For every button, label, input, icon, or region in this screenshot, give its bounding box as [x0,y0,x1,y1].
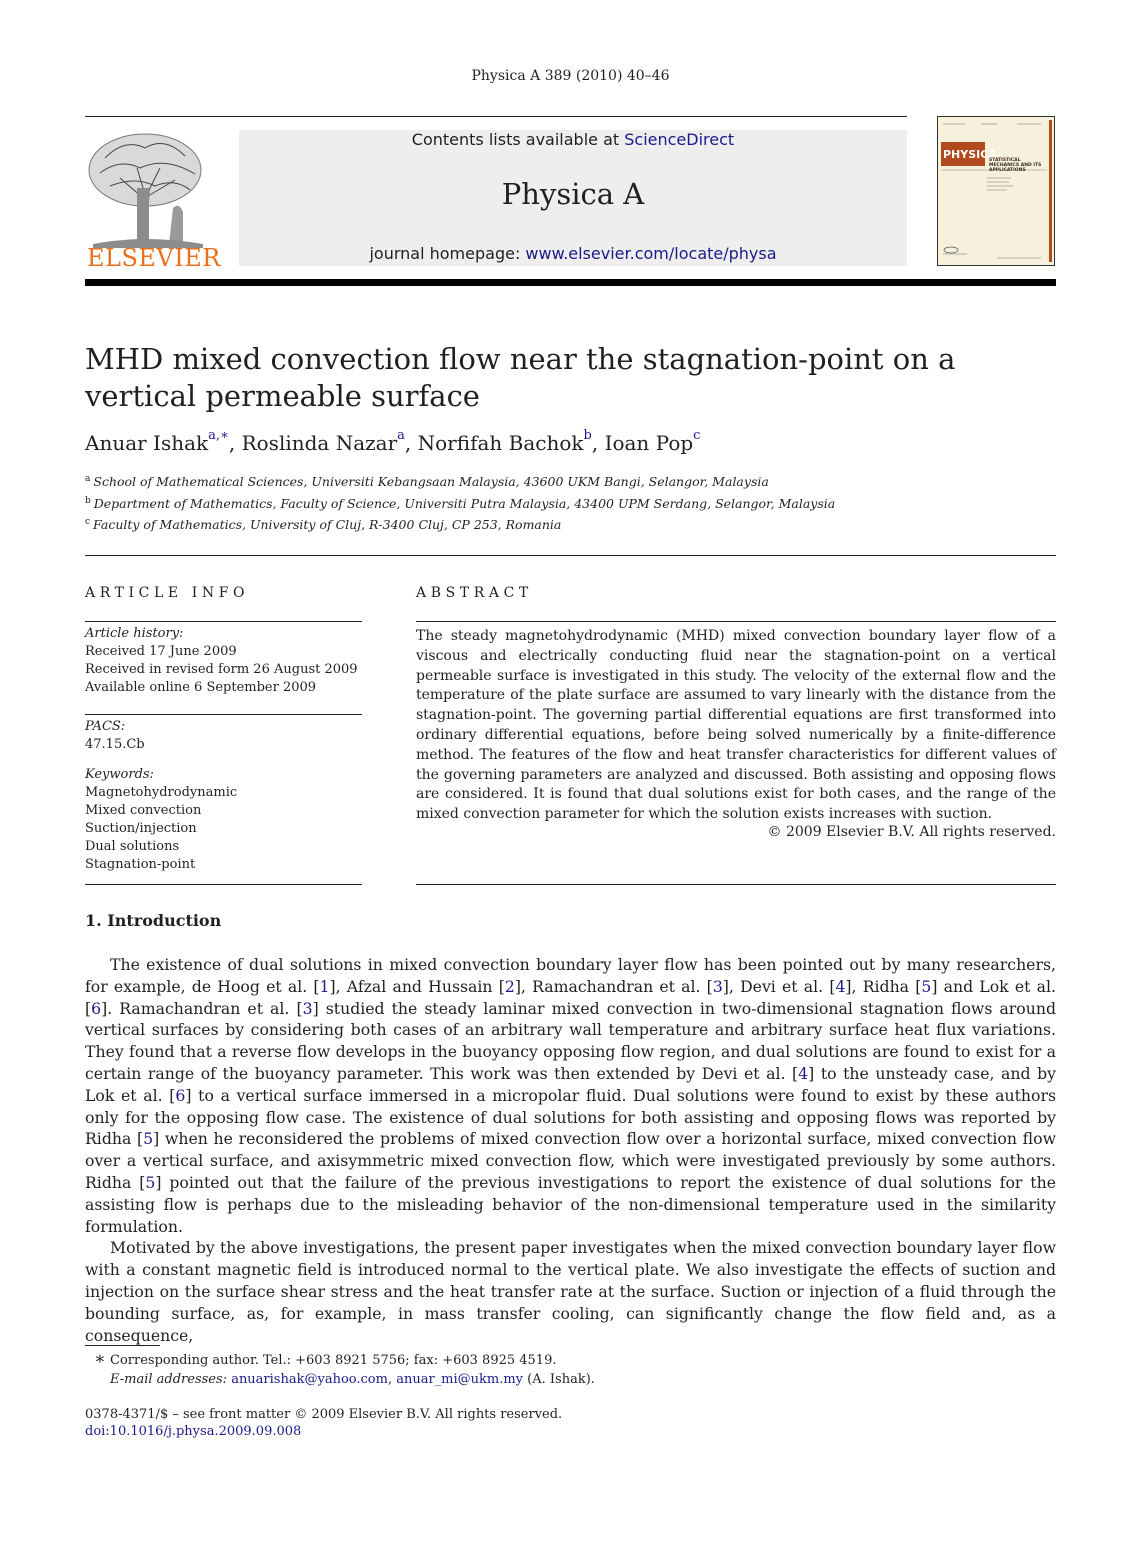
intro-text: The existence of dual solutions in mixed convection boundary layer flow has been pointed out by many researchers, for example, de Hoog et al. [ [85,955,1056,996]
author-affiliation-mark[interactable]: a [397,428,405,444]
issn-line: 0378-4371/$ – see front matter © 2009 Elsevier B.V. All rights reserved. [85,1407,563,1422]
author-affiliation-mark[interactable]: b [583,428,592,444]
journal-name: Physica A [501,177,645,211]
cover-subtitle: STATISTICAL MECHANICS AND ITS APPLICATIONS [989,158,1042,173]
journal-banner [239,130,907,266]
header-rule [85,116,907,117]
intro-text: ] to a vertical surface immersed in a micropolar fluid. Dual solutions were found to exist by these authors only for the opposing flow case. The existence of dual solutions for both assisting and opposing flows was reported by Ridha [ [85,1085,1056,1149]
intro-text: ] studied the steady laminar mixed convection in two-dimensional stagnation flows around vertical surfaces by considering both cases of an arbitrary wall temperature and arbitrary surface heat flux variations. They found that a reverse flow develops in the buoyancy opposing flow region, and dual solutions are found to exist for a certain range of the buoyancy parameter. This work was then extended by Devi et al. [ [85,998,1056,1083]
intro-text: ], Ridha [ [845,976,922,996]
front-matter [85,1406,562,1440]
keywords-block: Keywords: Magnetohydrodynamic Mixed convection Suction/injection Dual solutions Stagnation-point [85,766,362,874]
pacs-block: PACS: 47.15.Cb [85,719,145,752]
abstract-text: The steady magnetohydrodynamic (MHD) mixed convection boundary layer flow of a viscous and electrically conducting fluid near the stagnation-point on a vertical permeable surface is investigated in this study. The velocity of the external flow and the temperature of the plate surface are assumed to vary linearly with the distance from the stagnation-point. The governing partial differential equations are first transformed into ordinary differential equations, before being solved numerically by a finite-difference method. The features of the flow and heat transfer characteristics for different values of the governing parameters are analyzed and discussed. Both assisting and opposing flows are considered. It is found that dual solutions exist for both cases, and the range of the mixed convection parameter for which the solution exists increases with suction. [416,628,1056,823]
doi-link[interactable]: doi:10.1016/j.physa.2009.09.008 [85,1424,302,1439]
article-info-heading: ARTICLE INFO [85,585,250,601]
author-affiliation-mark[interactable]: c [693,428,701,444]
info-rule [85,884,362,885]
citation-link[interactable]: 5 [143,1129,154,1149]
affiliation: $^c$ Faculty of Mathematics, University of Cluj, R-3400 Cluj, CP 253, Romania [85,517,562,533]
intro-body [85,954,1056,1346]
info-rule [85,621,362,622]
email-link[interactable]: anuarishak@yahoo.com [231,1372,388,1387]
homepage-prefix: journal homepage: [369,244,526,263]
author: Ioan Pop$^c$ [604,428,701,455]
contents-prefix: Contents lists available at [411,130,625,149]
intro-text: ] when he reconsidered the problems of mixed convection flow over a horizontal surface, mixed convection flow over a vertical surface, and axisymmetric mixed convection flow, which were investigated previously by some authors. Ridha [ [85,1129,1056,1192]
author: Roslinda Nazar$^a$, [241,428,418,455]
citation-link[interactable]: 2 [504,976,515,996]
running-head: Physica A 389 (2010) 40–46 [471,68,670,84]
info-rule [85,714,362,715]
author-list [85,428,1056,455]
keyword: Stagnation-point [85,857,196,872]
homepage-line [239,244,907,263]
affiliation: $^a$ School of Mathematical Sciences, Universiti Kebangsaan Malaysia, 43600 UKM Bangi, Selangor, Malaysia [85,474,769,490]
email-line: E-mail addresses: anuarishak@yahoo.com, anuar_mi@ukm.my (A. Ishak). [110,1372,595,1387]
abstract-rule [416,884,1056,885]
citation-link[interactable]: 6 [91,998,102,1018]
author: Anuar Ishak$^{a,∗}$, [85,428,242,455]
intro-text: ] pointed out that the failure of the previous investigations to report the existence of dual solutions for the assisting flow is perhaps due to the misleading behavior of the non-dimensional temperature used in the similarity formulation. [85,1172,1056,1236]
citation-link[interactable]: 4 [798,1063,809,1083]
publisher-logo-text: ELSEVIER [87,244,221,272]
email-link[interactable]: anuar_mi@ukm.my [396,1372,524,1387]
contents-line [239,130,907,149]
abstract-heading: ABSTRACT [416,585,533,601]
sciencedirect-link[interactable]: ScienceDirect [624,130,735,149]
intro-text: ]. Ramachandran et al. [ [101,998,303,1018]
intro-paragraph [85,1237,1056,1346]
citation-link[interactable]: 5 [921,976,932,996]
keyword: Mixed convection [85,803,202,818]
intro-text: ], Devi et al. [ [722,976,836,996]
article-title: MHD mixed convection flow near the stagnation-point on a vertical permeable surface [85,342,956,413]
citation-link[interactable]: 5 [145,1172,156,1192]
footnote [85,1351,1056,1389]
intro-text: ] and Lok et al. [ [85,976,1056,1018]
journal-cover-image [937,116,1055,266]
citation-link[interactable]: 6 [175,1085,186,1105]
intro-paragraph [85,954,1056,1237]
affiliation: $^b$ Department of Mathematics, Faculty of Science, Universiti Putra Malaysia, 43400 UPM Serdang, Selangor, Malaysia [85,496,836,512]
intro-text: Motivated by the above investigations, the present paper investigates when the mixed convection boundary layer flow with a constant magnetic field is introduced normal to the vertical plate. We also investigate the effects of suction and injection on the surface shear stress and the heat transfer rate at the surface. Suction or injection of a fluid through the bounding surface, as, for example, in mass transfer cooling, can significantly change the flow field and, as a consequence, [85,1238,1056,1345]
cover-title: PHYSICA [943,148,997,161]
keyword: Magnetohydrodynamic [85,785,238,800]
footnote-mark: ∗ [94,1349,106,1369]
article-history: Article history: Received 17 June 2009 Received in revised form 26 August 2009 Available online 6 September 2009 [85,626,358,695]
intro-text: ] to the unsteady case, and by Lok et al. [ [85,1063,1056,1105]
corresponding-author-note: Corresponding author. Tel.: +603 8921 5756; fax: +603 8925 4519. [110,1353,557,1368]
footnote-rule [85,1345,160,1346]
intro-text: ], Ramachandran et al. [ [514,976,713,996]
keyword: Suction/injection [85,821,197,836]
header-thick-rule [85,279,1056,286]
keyword: Dual solutions [85,839,180,854]
affiliation-rule [85,555,1056,556]
citation-link[interactable]: 1 [319,976,330,996]
elsevier-logo [85,128,221,272]
abstract-copyright: © 2009 Elsevier B.V. All rights reserved. [767,824,1056,840]
citation-link[interactable]: 3 [712,976,723,996]
journal-homepage-link[interactable]: www.elsevier.com/locate/physa [525,244,777,263]
author-affiliation-mark[interactable]: a,∗ [208,428,229,444]
section-heading: 1. Introduction [85,911,222,930]
intro-text: ], Afzal and Hussain [ [329,976,505,996]
citation-link[interactable]: 4 [835,976,846,996]
author: Norfifah Bachok$^b$, [417,428,605,455]
abstract-rule [416,621,1056,622]
journal-cover [937,116,1055,266]
citation-link[interactable]: 3 [302,998,313,1018]
